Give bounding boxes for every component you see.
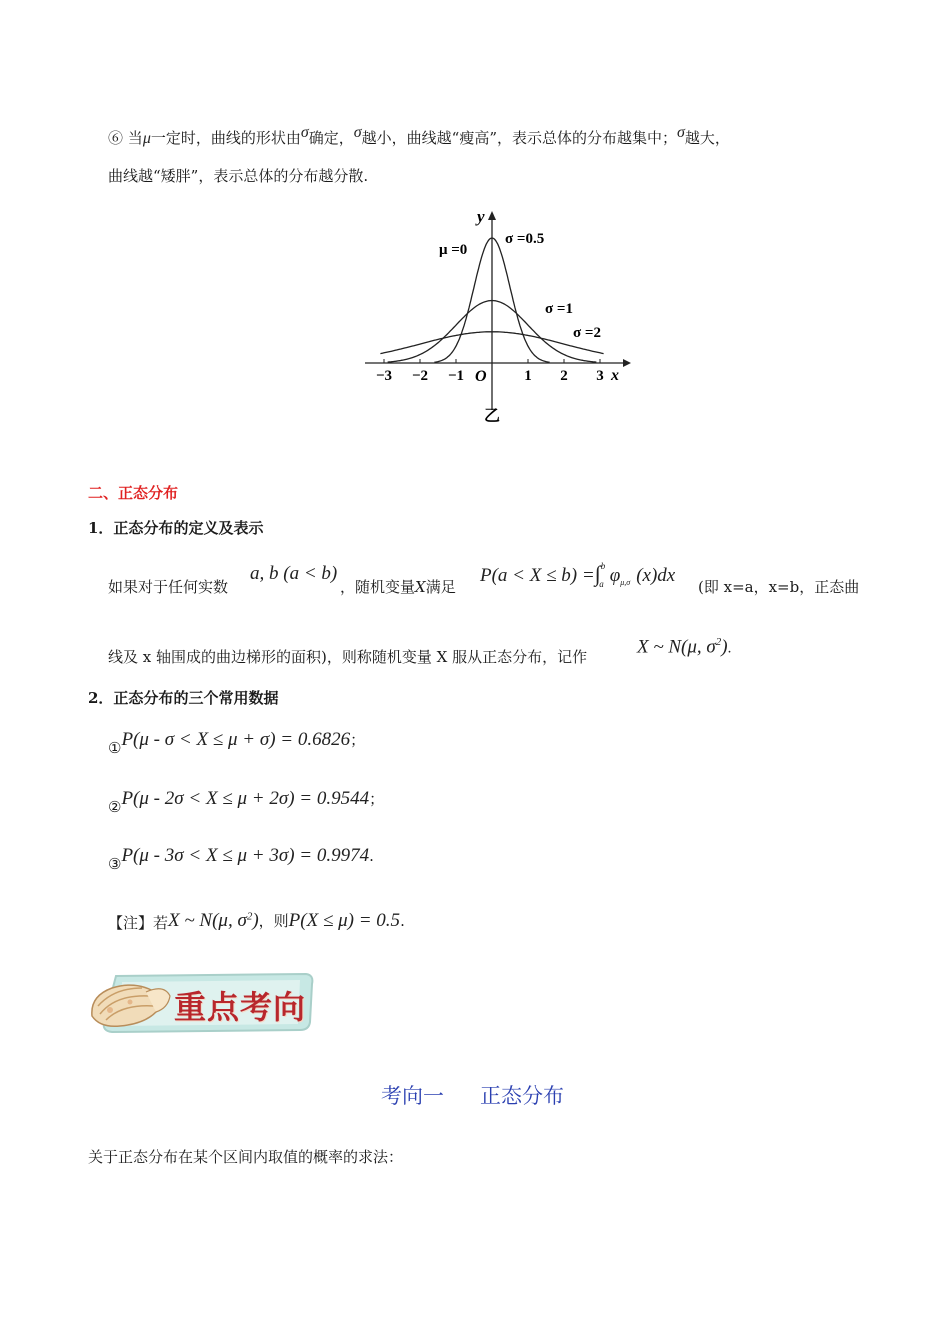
circled-6-marker: ⑥ — [108, 129, 124, 147]
para6-line2: 曲线越“矮胖”，表示总体的分布越分散. — [108, 167, 369, 185]
x-tick-label: 3 — [596, 368, 604, 384]
item1-title: 1．正态分布的定义及表示 — [88, 519, 264, 537]
def-notation: X ~ N(μ, $\sigma^2$). — [637, 636, 732, 658]
para6-line1: ⑥ 当μ一定时，曲线的形状由σ确定，σ越小，曲线越“瘦高”，表示总体的分布越集中；σ越大， — [108, 124, 730, 147]
x-tick-label: −1 — [447, 368, 465, 384]
kaoxiang-subtitle: 正态分布 — [480, 1085, 564, 1108]
curve-label-sigma-1: σ =1 — [545, 301, 573, 317]
focus-banner — [86, 970, 316, 1034]
def-math-integral: P(a < X ≤ b) =∫$^b_a$ $\varphi_{\mu,\sigma}$ (x)dx — [480, 561, 676, 589]
x-axis-label: x — [611, 367, 619, 384]
def-text-a: 如果对于任何实数 — [108, 578, 229, 596]
def-text-b: ，随机变量X满足 — [340, 578, 456, 596]
data-row-3: ③P(μ - 3σ < X ≤ μ + 3σ) = 0.9974. — [108, 845, 374, 873]
curve-label-sigma-0.5: σ =0.5 — [505, 231, 545, 247]
x-tick-label: −3 — [375, 368, 393, 384]
normal-curves-figure — [355, 200, 635, 430]
def-text-d: (即 x=a，x=b，正态曲 — [698, 578, 860, 596]
mu-label: μ =0 — [439, 242, 468, 258]
kaoxiang-title: 考向一 — [381, 1085, 444, 1108]
item2-title: 2．正态分布的三个常用数据 — [88, 689, 279, 707]
figure-caption: 乙 — [483, 406, 501, 425]
note-line: 【注】若X ~ N(μ, $\sigma^2$)，则P(X ≤ μ) = 0.5. — [108, 910, 405, 932]
x-axis-arrow — [623, 359, 631, 367]
origin-label: O — [475, 368, 487, 385]
x-tick-label: −2 — [411, 368, 429, 384]
banner-title: 重点考向 — [174, 988, 307, 1026]
curve-label-sigma-2: σ =2 — [573, 325, 601, 341]
intro-text: 关于正态分布在某个区间内取值的概率的求法： — [88, 1148, 404, 1166]
x-tick-label: 2 — [560, 368, 568, 384]
kaoxiang-heading — [381, 1080, 564, 1110]
y-axis-label: y — [477, 207, 485, 226]
x-tick-label: 1 — [524, 368, 532, 384]
def-line2: 线及 x 轴围成的曲边梯形的面积)，则称随机变量 X 服从正态分布，记作 — [108, 648, 588, 666]
section-heading: 二、正态分布 — [88, 484, 179, 502]
y-axis-arrow — [488, 211, 496, 220]
data-row-1: ①P(μ - σ < X ≤ μ + σ) = 0.6826； — [108, 729, 366, 757]
shell-icon — [86, 974, 176, 1034]
def-math-ab: a, b (a < b) — [250, 563, 338, 584]
data-row-2: ②P(μ - 2σ < X ≤ μ + 2σ) = 0.9544； — [108, 788, 385, 816]
